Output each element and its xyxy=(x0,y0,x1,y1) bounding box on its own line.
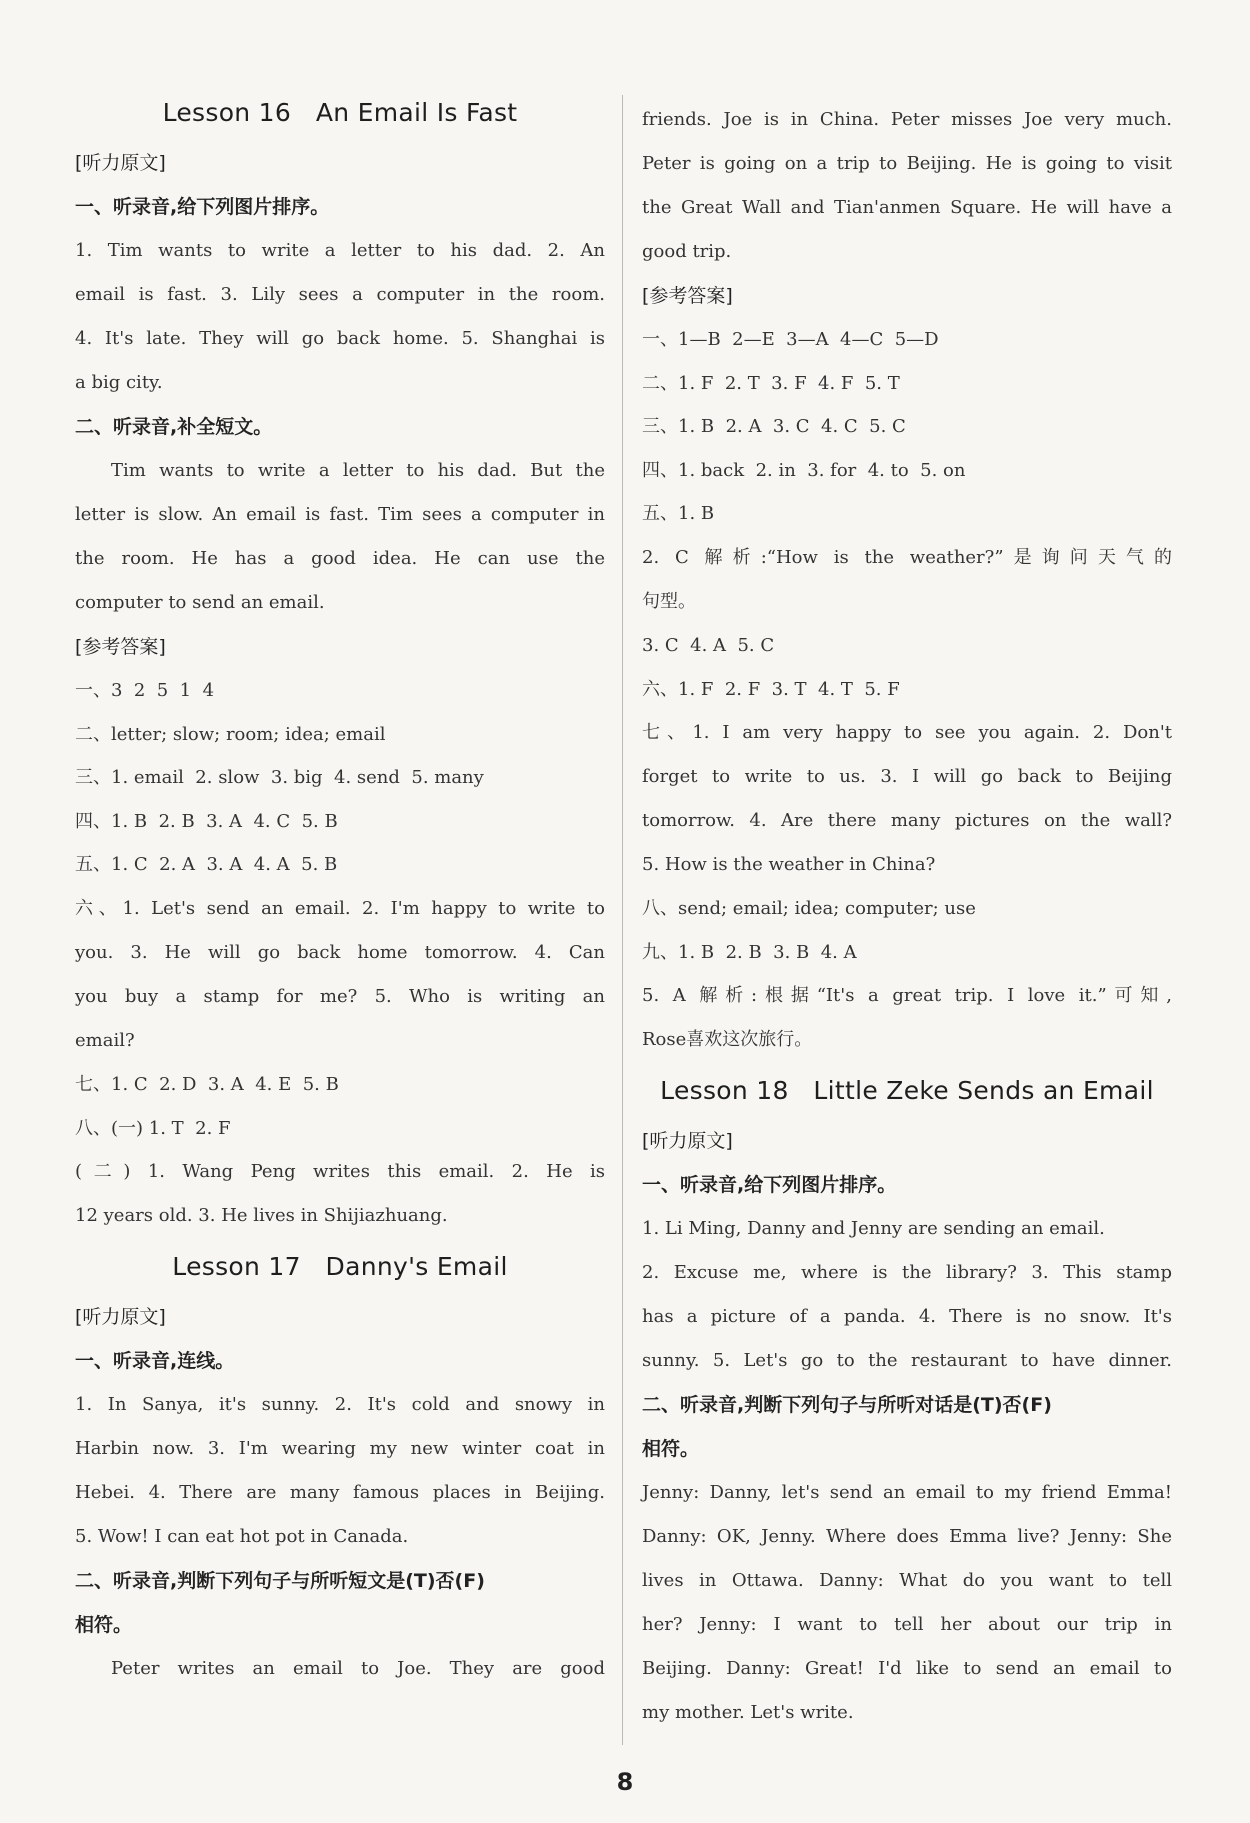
answer-line: 二、letter; slow; room; idea; email xyxy=(75,723,386,745)
text-line: (二) 1. Wang Peng writes this email. 2. He is xyxy=(75,1161,605,1183)
text-line: lives in Ottawa. Danny: What do you want to tell xyxy=(642,1570,1172,1592)
answer-line: 三、1. B 2. A 3. C 4. C 5. C xyxy=(642,416,906,438)
section-heading-cont: 相符。 xyxy=(75,1614,133,1637)
answer-line: 三、1. email 2. slow 3. big 4. send 5. many xyxy=(75,767,484,789)
listening-text-tag: [听力原文] xyxy=(75,152,166,174)
text-line: 5. Wow! I can eat hot pot in Canada. xyxy=(75,1526,409,1548)
answer-line: 一、1—B 2—E 3—A 4—C 5—D xyxy=(642,329,939,350)
text-line: good trip. xyxy=(642,241,732,262)
answer-line: 一、3 2 5 1 4 xyxy=(75,680,215,701)
text-line: friends. Joe is in China. Peter misses Joe very much. xyxy=(642,109,1172,130)
text-line: Tim wants to write a letter to his dad. But the xyxy=(111,460,605,481)
text-line: email is fast. 3. Lily sees a computer in the room. xyxy=(75,284,605,305)
text-line: 句型。 xyxy=(642,590,696,612)
text-line: Harbin now. 3. I'm wearing my new winter coat in xyxy=(75,1438,605,1460)
text-line: forget to write to us. 3. I will go back to Beijing xyxy=(642,766,1172,788)
lesson-18-title: Lesson 18 Little Zeke Sends an Email xyxy=(660,1076,1154,1106)
section-heading-cont: 相符。 xyxy=(642,1438,700,1461)
lesson-16-title: Lesson 16 An Email Is Fast xyxy=(162,98,518,127)
text-line: 1. In Sanya, it's sunny. 2. It's cold and snowy in xyxy=(75,1394,605,1416)
text-line: 1. Tim wants to write a letter to his dad. 2. An xyxy=(75,240,605,261)
text-line: 七、1. I am very happy to see you again. 2. Don't xyxy=(642,722,1172,744)
text-line: Peter writes an email to Joe. They are good xyxy=(111,1658,605,1680)
text-line: her? Jenny: I want to tell her about our trip in xyxy=(642,1614,1172,1636)
answer-line: 九、1. B 2. B 3. B 4. A xyxy=(642,941,857,963)
text-line: Beijing. Danny: Great! I'd like to send an email to xyxy=(642,1658,1172,1680)
section-heading: 二、听录音,判断下列句子与所听短文是(T)否(F) xyxy=(75,1570,485,1593)
answer-line: 四、1. back 2. in 3. for 4. to 5. on xyxy=(642,459,966,481)
section-heading: 二、听录音,判断下列句子与所听对话是(T)否(F) xyxy=(642,1394,1052,1417)
answer-line: 二、1. F 2. T 3. F 4. F 5. T xyxy=(642,372,900,394)
column-divider xyxy=(622,95,623,1745)
text-line: 12 years old. 3. He lives in Shijiazhuang. xyxy=(75,1205,448,1227)
text-line: the Great Wall and Tian'anmen Square. He will have a xyxy=(642,197,1172,218)
text-line: you. 3. He will go back home tomorrow. 4. Can xyxy=(75,941,605,963)
answer-line: 五、1. B xyxy=(642,503,715,525)
text-line: sunny. 5. Let's go to the restaurant to have dinner. xyxy=(642,1350,1172,1372)
text-line: you buy a stamp for me? 5. Who is writing an xyxy=(75,985,605,1007)
right-column xyxy=(642,98,1172,1735)
text-line: the room. He has a good idea. He can use the xyxy=(75,548,605,569)
answer-line: 五、1. C 2. A 3. A 4. A 5. B xyxy=(75,854,338,876)
text-line: 六、1. Let's send an email. 2. I'm happy to write to xyxy=(75,897,605,919)
page-number: 8 xyxy=(616,1768,634,1796)
section-heading: 一、听录音,连线。 xyxy=(75,1350,235,1373)
text-line: letter is slow. An email is fast. Tim sees a computer in xyxy=(75,504,605,525)
section-heading: 一、听录音,给下列图片排序。 xyxy=(75,196,330,218)
listening-text-tag: [听力原文] xyxy=(75,1306,166,1329)
text-line: computer to send an email. xyxy=(75,592,325,613)
answer-line: 八、send; email; idea; computer; use xyxy=(642,898,976,920)
answer-line: 六、1. F 2. F 3. T 4. T 5. F xyxy=(642,678,900,700)
lesson-17-title: Lesson 17 Danny's Email xyxy=(172,1252,508,1282)
section-heading: 一、听录音,给下列图片排序。 xyxy=(642,1174,897,1197)
answer-line: 七、1. C 2. D 3. A 4. E 5. B xyxy=(75,1073,339,1095)
text-line: 5. A 解析:根据“It's a great trip. I love it.”可知, xyxy=(642,985,1172,1007)
text-line: a big city. xyxy=(75,372,163,393)
answer-key-tag: [参考答案] xyxy=(642,285,733,307)
answer-line: 八、(一) 1. T 2. F xyxy=(75,1117,231,1139)
text-line: 4. It's late. They will go back home. 5. Shanghai is xyxy=(75,328,605,349)
text-line: Hebei. 4. There are many famous places in Beijing. xyxy=(75,1482,605,1504)
text-line: 5. How is the weather in China? xyxy=(642,854,936,876)
text-line: 1. Li Ming, Danny and Jenny are sending an email. xyxy=(642,1218,1105,1240)
section-heading: 二、听录音,补全短文。 xyxy=(75,416,273,438)
text-line: Danny: OK, Jenny. Where does Emma live? Jenny: She xyxy=(642,1526,1172,1548)
text-line: my mother. Let's write. xyxy=(642,1702,854,1724)
text-line: Peter is going on a trip to Beijing. He is going to visit xyxy=(642,153,1172,174)
listening-text-tag: [听力原文] xyxy=(642,1130,733,1153)
text-line: has a picture of a panda. 4. There is no snow. It's xyxy=(642,1306,1172,1328)
text-line: tomorrow. 4. Are there many pictures on the wall? xyxy=(642,810,1172,832)
text-line: 2. Excuse me, where is the library? 3. This stamp xyxy=(642,1262,1172,1284)
answer-line: 3. C 4. A 5. C xyxy=(642,634,775,656)
text-line: Jenny: Danny, let's send an email to my friend Emma! xyxy=(642,1482,1172,1504)
text-line: 2. C 解析:“How is the weather?”是询问天气的 xyxy=(642,546,1172,568)
answer-line: 四、1. B 2. B 3. A 4. C 5. B xyxy=(75,810,338,832)
text-line: email? xyxy=(75,1029,135,1051)
text-line: Rose喜欢这次旅行。 xyxy=(642,1029,813,1051)
left-column xyxy=(75,98,605,1691)
answer-key-tag: [参考答案] xyxy=(75,636,166,658)
